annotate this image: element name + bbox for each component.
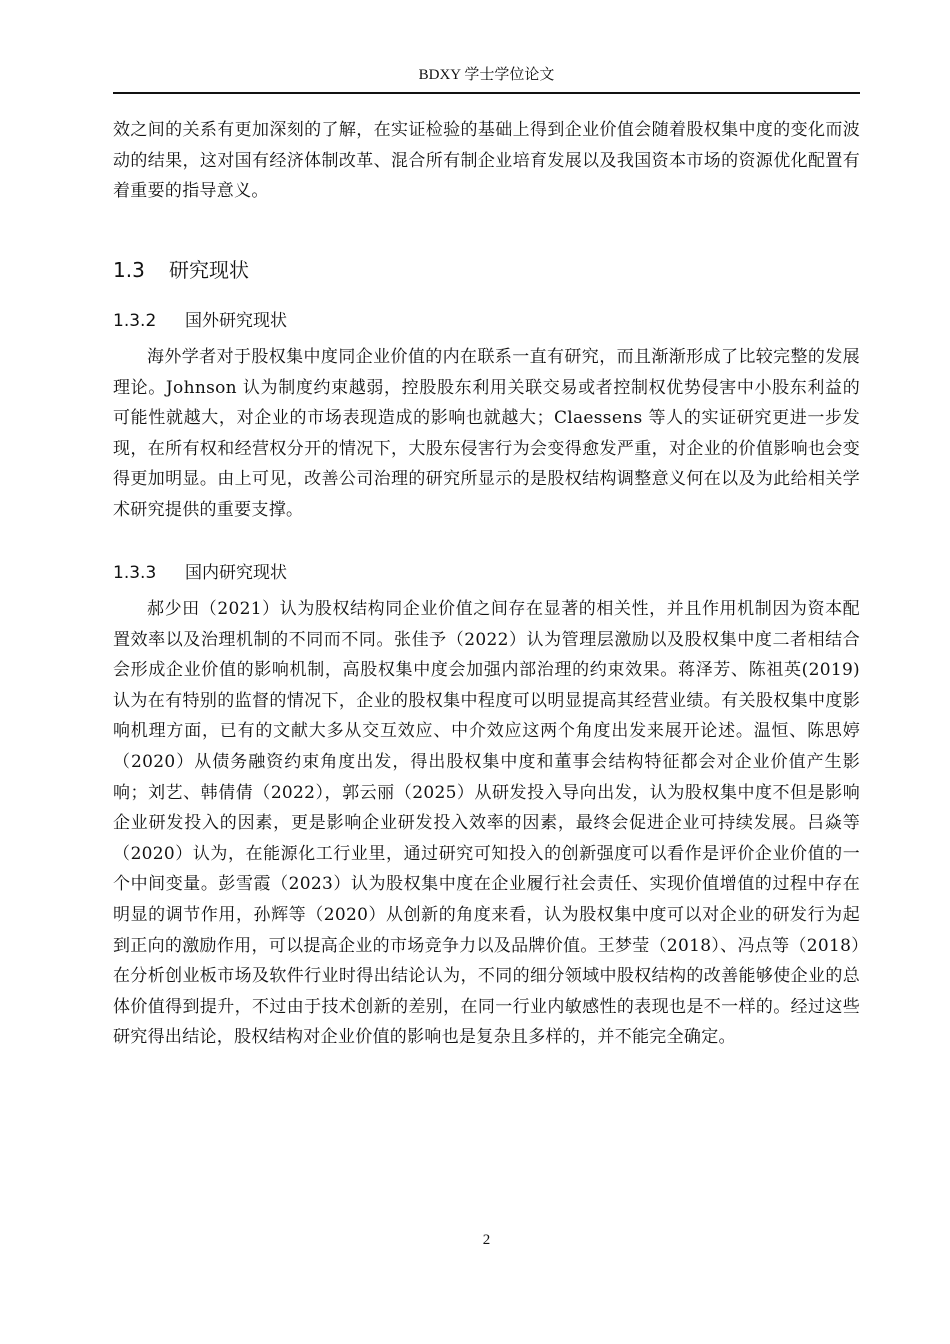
- subsection-title: 国外研究现状: [185, 311, 287, 331]
- page-number: 2: [482, 1232, 491, 1248]
- header-rule: [113, 92, 860, 94]
- subsection-title: 国内研究现状: [185, 563, 287, 583]
- subsection-heading-1-3-3: [113, 558, 287, 583]
- domestic-research-paragraph: 郝少田（2021）认为股权结构同企业价值之间存在显著的相关性，并且作用机制因为资本配置效率以及治理机制的不同而不同。张佳予（2022）认为管理层激励以及股权集中度二者相结合会形成企业价值的影响机制，高股权集中度会加强内部治理的约束效果。蒋泽芳、陈祖英(2019)认为在有特别的监督的情况下，企业的股权集中程度可以明显提高其经营业绩。有关股权集中度影响机理方面，已有的文献大多从交互效应、中介效应这两个角度出发来展开论述。温恒、陈思婷（2020）从债务融资约束角度出发，得出股权集中度和董事会结构特征都会对企业价值产生影响；刘艺、韩倩倩（2022），郭云丽（2025）从研发投入导向出发，认为股权集中度不但是影响企业研发投入的因素，更是影响企业研发投入效率的因素，最终会促进企业可持续发展。吕焱等（2020）认为，在能源化工行业里，通过研究可知投入的创新强度可以看作是评价企业价值的一个中间变量。彭雪霞（2023）认为股权集中度在企业履行社会责任、实现价值增值的过程中存在明显的调节作用，孙辉等（2020）从创新的角度来看，认为股权集中度可以对企业的研发行为起到正向的激励作用，可以提高企业的市场竞争力以及品牌价值。王梦莹（2018）、冯点等（2018）在分析创业板市场及软件行业时得出结论认为，不同的细分领域中股权结构的改善能够使企业的总体价值得到提升，不过由于技术创新的差别，在同一行业内敏感性的表现也是不一样的。经过这些研究得出结论，股权结构对企业价值的影响也是复杂且多样的，并不能完全确定。: [113, 599, 860, 1048]
- section-number: 1.3: [113, 258, 145, 282]
- intro-paragraph: 效之间的关系有更加深刻的了解，在实证检验的基础上得到企业价值会随着股权集中度的变化而波动的结果，这对国有经济体制改革、混合所有制企业培育发展以及我国资本市场的资源优化配置有着重要的指导意义。: [113, 120, 860, 202]
- subsection-number: 1.3.2: [113, 311, 157, 331]
- section-heading-1-3: [113, 254, 249, 283]
- foreign-research-paragraph: 海外学者对于股权集中度同企业价值的内在联系一直有研究，而且渐渐形成了比较完整的发展理论。Johnson 认为制度约束越弱，控股股东利用关联交易或者控制权优势侵害中小股东利益的可能性就越大，对企业的市场表现造成的影响也就越大；Claessens 等人的实证研究更进一步发现，在所有权和经营权分开的情况下，大股东侵害行为会变得愈发严重，对企业的价值影响也会变得更加明显。由上可见，改善公司治理的研究所显示的是股权结构调整意义何在以及为此给相关学术研究提供的重要支撑。: [113, 347, 860, 520]
- subsection-heading-1-3-2: [113, 306, 287, 331]
- subsection-number: 1.3.3: [113, 563, 157, 583]
- running-header: BDXY 学士学位论文: [418, 67, 555, 83]
- section-title: 研究现状: [169, 258, 249, 282]
